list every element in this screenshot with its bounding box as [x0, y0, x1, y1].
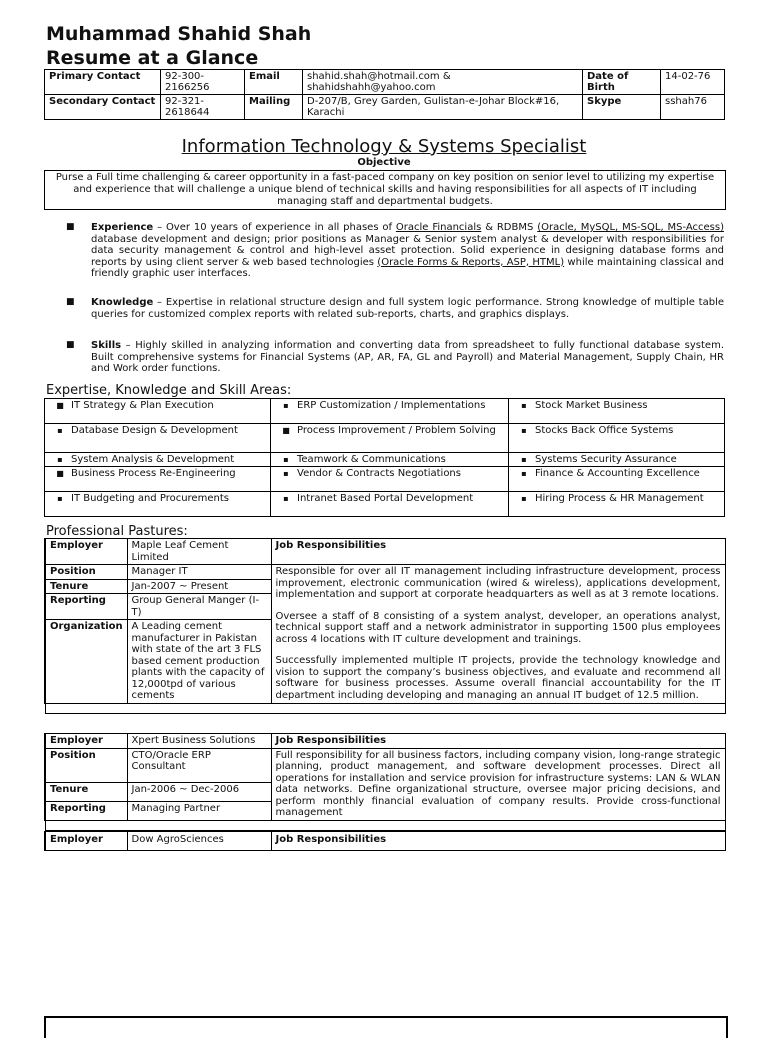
position-value: CTO/Oracle ERP Consultant [127, 748, 271, 782]
skill-item: Hiring Process & HR Management [535, 493, 704, 504]
bullet-icon: ▪ [57, 455, 63, 464]
job-spacer [45, 820, 725, 830]
organization-label: Organization [45, 620, 127, 704]
job-spacer [45, 703, 725, 713]
rdbms-list: (Oracle, MySQL, MS-SQL, MS-Access) [537, 222, 725, 233]
bullet-icon: ■ [282, 426, 290, 435]
employer-value: Xpert Business Solutions [127, 734, 271, 749]
job-responsibilities-label: Job Responsibilities [271, 734, 725, 749]
job-table-maple-leaf [44, 538, 726, 714]
responsibility-paragraph: Successfully implemented multiple IT projects, provide the technology knowledge and vision to support the company’s business objectives, and evaluate and recommend all software for business processes. Assume overall financial accountability for the IT department including developing and managing an annual IT budget of 12.5 million. [275, 655, 721, 701]
skill-item: Business Process Re-Engineering [71, 468, 236, 479]
job-responsibilities-label: Job Responsibilities [271, 539, 725, 565]
skill-row [45, 453, 725, 467]
job-row-position [45, 748, 725, 782]
organization-value: A Leading cement manufacturer in Pakistan with state of the art 3 FLS based cement production plants with the capacity of 12,000tpd of various cements [127, 620, 271, 704]
oracle-financials-link: Oracle Financials [395, 222, 482, 233]
bullet-icon: ▪ [521, 401, 527, 410]
bullet-icon: ▪ [57, 426, 63, 435]
employer-label: Employer [45, 539, 127, 565]
employer-label: Employer [45, 832, 127, 851]
bullet-icon: ■ [56, 401, 64, 410]
resume-subtitle: Resume at a Glance [46, 47, 259, 69]
contact-row-primary [45, 70, 725, 95]
bullet-icon: ▪ [283, 455, 289, 464]
skill-item: ERP Customization / Implementations [297, 400, 486, 411]
dob-value: 14-02-76 [661, 70, 725, 95]
knowledge-text: Knowledge – Expertise in relational structure design and full system logic performance. Strong knowledge of multiple table queries for customized complex reports with related sub-reports, charts, and graphics displays. [91, 297, 725, 320]
skill-item: Process Improvement / Problem Solving [297, 425, 496, 436]
skill-item: Stocks Back Office Systems [535, 425, 674, 436]
employer-label: Employer [45, 734, 127, 749]
bullet-icon: ■ [66, 222, 75, 232]
job-table-dow [44, 831, 726, 851]
position-label: Position [45, 565, 127, 580]
bullet-icon: ■ [56, 469, 64, 478]
skill-areas-heading: Expertise, Knowledge and Skill Areas: [46, 383, 292, 398]
mailing-value: D-207/B, Grey Garden, Gulistan-e-Johar Block#16, Karachi [303, 95, 583, 120]
skill-item: IT Strategy & Plan Execution [71, 400, 214, 411]
candidate-name: Muhammad Shahid Shah [46, 23, 312, 45]
skill-row [45, 467, 725, 492]
bullet-icon: ▪ [521, 469, 527, 478]
next-page-header-edge [44, 1016, 728, 1038]
knowledge-bullet [66, 297, 724, 320]
tenure-value: Jan-2007 ~ Present [127, 579, 271, 594]
skill-item: Database Design & Development [71, 425, 238, 436]
tenure-value: Jan-2006 ~ Dec-2006 [127, 782, 271, 801]
skill-item: System Analysis & Development [71, 454, 235, 465]
skill-areas-table [44, 398, 725, 517]
skill-item: IT Budgeting and Procurements [71, 493, 229, 504]
bullet-icon: ▪ [521, 426, 527, 435]
tenure-label: Tenure [45, 579, 127, 594]
skill-item: Vendor & Contracts Negotiations [297, 468, 461, 479]
web-tech-list: (Oracle Forms & Reports, ASP, HTML) [377, 256, 565, 268]
job-row-employer [45, 734, 725, 749]
job-row-employer [45, 539, 725, 565]
dob-label: Date of Birth [583, 70, 661, 95]
skills-label: Skills [91, 340, 122, 351]
job-responsibilities-text: Full responsibility for all business factors, including company vision, long-range strategic planning, product management, and software development processes. Direct all operations for installation and service provision for infrastructure systems: LAN & WLAN data networks. Define organizational structure, oversee major pricing decisions, and perform monthly financial evaluation of company results. Provide cross-functional management [271, 748, 725, 820]
skills-text: Skills – Highly skilled in analyzing information and converting data from spreadsheet to fully functional database system. Built comprehensive systems for Financial Systems (AP, AR, FA, GL and Payroll) and Material Management, Supply Chain, HR and Work order functions. [91, 340, 724, 374]
secondary-contact-label: Secondary Contact [45, 95, 161, 120]
skills-bullet [66, 340, 724, 375]
reporting-value: Managing Partner [127, 801, 271, 820]
bullet-icon: ▪ [521, 455, 527, 464]
bullet-icon: ■ [66, 297, 75, 307]
professional-heading: Professional Pastures: [46, 524, 188, 539]
contact-table [44, 69, 725, 120]
resume-title: Information Technology & Systems Specialist [181, 136, 587, 157]
skill-row [45, 424, 725, 453]
bullet-icon: ▪ [283, 494, 289, 503]
job-responsibilities-label: Job Responsibilities [271, 832, 725, 851]
mailing-label: Mailing [245, 95, 303, 120]
skill-item: Finance & Accounting Excellence [535, 468, 700, 479]
experience-bullet [66, 222, 724, 280]
skype-label: Skype [583, 95, 661, 120]
responsibility-paragraph: Oversee a staff of 8 consisting of a system analyst, developer, an operations analyst, technical support staff and a network administrator in supporting 1500 plus employees across 4 locations with IT culture development and trainings. [275, 610, 721, 645]
knowledge-label: Knowledge [91, 297, 154, 308]
email-label: Email [245, 70, 303, 95]
experience-label: Experience [91, 222, 154, 233]
bullet-icon: ▪ [57, 494, 63, 503]
job-table-xpert [44, 733, 726, 831]
experience-text: Experience – Over 10 years of experience in all phases of Oracle Financials & RDBMS (Oracle, MySQL, MS-SQL, MS-Access) database development and design; prior positions as Manager & Senior system analyst & developer with responsibilities for data security management & control and high-level asset protection. Solid experience in designing database forms and reports by using client server & web based technologies (Oracle Forms & Reports, ASP, HTML) while maintaining classical and friendly graphic user interfaces. [91, 222, 725, 279]
primary-contact-value: 92-300-2166256 [161, 70, 245, 95]
bullet-icon: ▪ [283, 469, 289, 478]
objective-heading: Objective [357, 157, 411, 168]
skill-item: Intranet Based Portal Development [297, 493, 474, 504]
reporting-value: Group General Manger (I-T) [127, 594, 271, 620]
position-value: Manager IT [127, 565, 271, 580]
contact-row-secondary [45, 95, 725, 120]
primary-contact-label: Primary Contact [45, 70, 161, 95]
secondary-contact-value: 92-321-2618644 [161, 95, 245, 120]
bullet-icon: ▪ [283, 401, 289, 410]
skype-value: sshah76 [661, 95, 725, 120]
job-responsibilities-text [271, 565, 725, 704]
bullet-icon: ■ [66, 340, 75, 350]
tenure-label: Tenure [45, 782, 127, 801]
skill-item: Stock Market Business [535, 400, 648, 411]
job-row-position [45, 565, 725, 580]
employer-value: Maple Leaf Cement Limited [127, 539, 271, 565]
job-row-employer [45, 832, 725, 851]
reporting-label: Reporting [45, 801, 127, 820]
reporting-label: Reporting [45, 594, 127, 620]
employer-value: Dow AgroSciences [127, 832, 271, 851]
bullet-icon: ▪ [521, 494, 527, 503]
position-label: Position [45, 748, 127, 782]
responsibility-paragraph: Responsible for over all IT management including infrastructure development, process improvement, electronic communication (wired & wireless), applications development, implementation and support at corporate headquarters as well as at 3 remote locations. [275, 566, 721, 600]
skill-row [45, 399, 725, 424]
skill-item: Systems Security Assurance [535, 454, 677, 465]
email-value: shahid.shah@hotmail.com & shahidshahh@yahoo.com [303, 70, 583, 95]
objective-text: Purse a Full time challenging & career opportunity in a fast-paced company on key position on senior level to utilizing my expertise and experience that will challenge a unique blend of technical skills and having responsibilities for all aspects of IT including managing staff and departmental budgets. [44, 170, 726, 210]
skill-row [45, 492, 725, 517]
skill-item: Teamwork & Communications [297, 454, 446, 465]
